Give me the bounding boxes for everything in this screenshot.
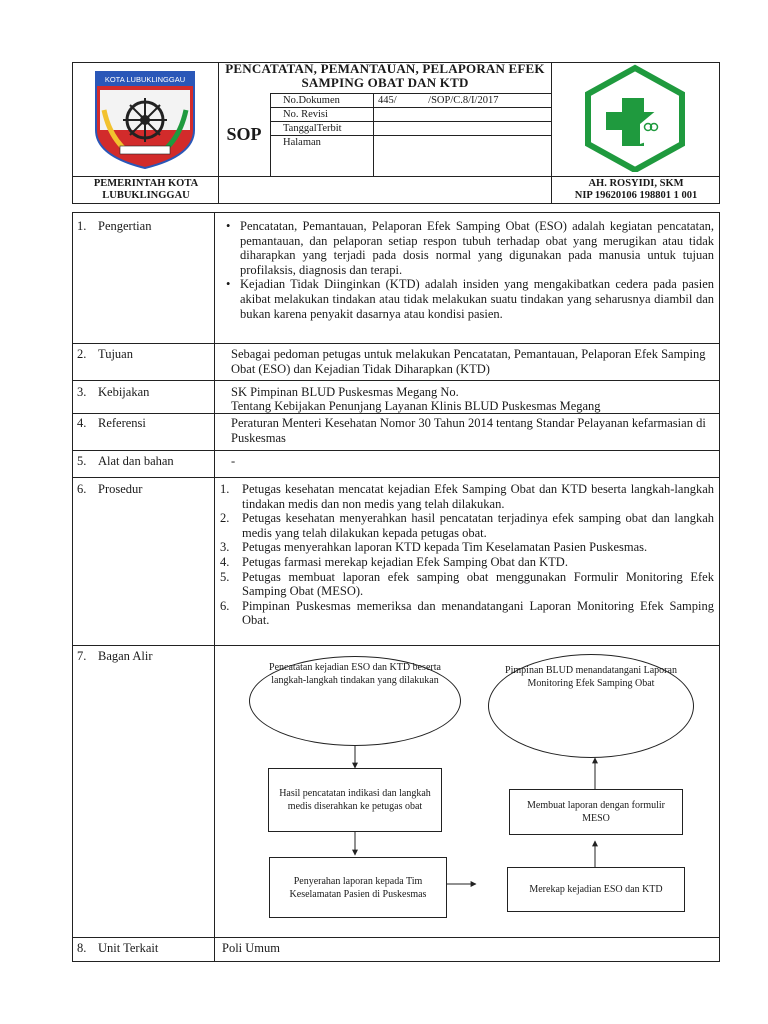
signer-nip: NIP 19620106 198801 1 001 — [574, 190, 698, 201]
meta-label-no-revisi: No. Revisi — [283, 109, 328, 120]
meta-label-halaman: Halaman — [283, 137, 321, 148]
prosedur-step: 6. Pimpinan Puskesmas memeriksa dan menandatangani Laporan Monitoring Efek Samping Obat. — [220, 598, 714, 628]
row-num-5: 5. — [77, 454, 87, 468]
row-label-referensi: Referensi — [98, 416, 146, 430]
city-logo-emblem — [90, 68, 200, 172]
prosedur-step: 3. Petugas menyerahkan laporan KTD kepada Tim Keselamatan Pasien Puskesmas. — [220, 540, 648, 555]
prosedur-steps — [218, 482, 714, 628]
kebijakan-line-1: SK Pimpinan BLUD Puskesmas Megang No. — [231, 385, 459, 399]
flow-node-rekap: Merekap kejadian ESO dan KTD — [507, 867, 685, 912]
flow-node-end: Pimpinan BLUD menandatangani Laporan Monitoring Efek Samping Obat — [488, 654, 694, 758]
pengertian-bullet-eso: • Pencatatan, Pemantauan, Pelaporan Efek Samping Obat (ESO) adalah kegiatan pencatatan, pemantauan, dan pelaporan setiap respon tubuh terhadap obat yang merugikan atau tidak diharapkan yang terjadi pada dosis normal yang digunakan pada manusia untuk tujuan profilaksis, diagnosis dan terapi. — [240, 219, 714, 277]
row-num-1: 1. — [77, 219, 87, 233]
row-label-kebijakan: Kebijakan — [98, 385, 150, 399]
row-label-pengertian: Pengertian — [98, 219, 152, 233]
prosedur-step: 4. Petugas farmasi merekap kejadian Efek Samping Obat dan KTD. — [220, 554, 568, 569]
flow-node-penyerahan: Penyerahan laporan kepada Tim Keselamatan Pasien di Puskesmas — [269, 857, 447, 918]
row-num-3: 3. — [77, 385, 87, 399]
row-num-7: 7. — [77, 649, 87, 663]
flow-node-hasil: Hasil pencatatan indikasi dan langkah medis diserahkan ke petugas obat — [268, 768, 442, 832]
left-caption: PEMERINTAH KOTA LUBUKLINGGAU — [93, 178, 199, 201]
alat-dan-bahan-text: - — [231, 454, 236, 468]
row-label-prosedur: Prosedur — [98, 482, 143, 496]
document-title: PENCATATAN, PEMANTAUAN, PELAPORAN EFEK SAMPING OBAT DAN KTD — [225, 61, 545, 90]
meta-value-no-dokumen: 445/ /SOP/C.8/I/2017 — [378, 95, 499, 106]
pengertian-bullet-ktd: • Kejadian Tidak Diinginkan (KTD) adalah insiden yang mengakibatkan cedera pada pasien akibat melakukan tindakan atau tidak melakukan suatu tindakan yang seharusnya diambil dan bukan karena penyakit dasarnya atau kondisi pasien. — [240, 277, 714, 321]
flow-node-meso: Membuat laporan dengan formulir MESO — [509, 789, 683, 835]
row-label-alat-dan-bahan: Alat dan bahan — [98, 454, 174, 468]
row-num-2: 2. — [77, 347, 87, 361]
row-num-4: 4. — [77, 416, 87, 430]
tujuan-text: Sebagai pedoman petugas untuk melakukan Pencatatan, Pemantauan, Pelaporan Efek Samping Obat (ESO) dan Kejadian Tidak Diharapkan (KTD) — [231, 347, 706, 376]
row-num-6: 6. — [77, 482, 87, 496]
prosedur-step: 1. Petugas kesehatan mencatat kejadian Efek Samping Obat dan KTD beserta langkah-langkah tindakan medis dan non medis yang telah dilakukan. — [220, 482, 714, 511]
prosedur-step: 5. Petugas membuat laporan efek samping obat menggunakan Formulir Monitoring Efek Samping Obat (MESO). — [220, 569, 714, 599]
row-label-unit-terkait: Unit Terkait — [98, 941, 159, 955]
meta-label-no-dokumen: No.Dokumen — [283, 95, 340, 106]
sop-label: SOP — [226, 124, 262, 144]
signer-name: AH. ROSYIDI, SKM — [588, 178, 684, 189]
flow-node-start: Pencatatan kejadian ESO dan KTD beserta langkah-langkah tindakan yang dilakukan — [249, 656, 461, 746]
unit-terkait-text: Poli Umum — [222, 941, 280, 955]
prosedur-step: 2. Petugas kesehatan menyerahkan hasil pencatatan terjadinya efek samping obat dan langkah medis yang telah dilakukan kepada petugas obat. — [220, 511, 714, 540]
pengertian-content — [218, 219, 714, 321]
city-logo-label: KOTA LUBUKLINGGAU — [104, 75, 186, 84]
kebijakan-line-2: Tentang Kebijakan Penunjang Layanan Klinis BLUD Puskesmas Megang — [231, 399, 601, 413]
row-label-tujuan: Tujuan — [98, 347, 133, 361]
row-num-8: 8. — [77, 941, 87, 955]
referensi-text: Peraturan Menteri Kesehatan Nomor 30 Tahun 2014 tentang Standar Pelayanan kefarmasian di Puskesmas — [231, 416, 706, 445]
puskesmas-logo-icon — [582, 64, 688, 172]
meta-label-tanggal-terbit: TanggalTerbit — [283, 123, 342, 134]
row-label-bagan-alir: Bagan Alir — [98, 649, 153, 663]
